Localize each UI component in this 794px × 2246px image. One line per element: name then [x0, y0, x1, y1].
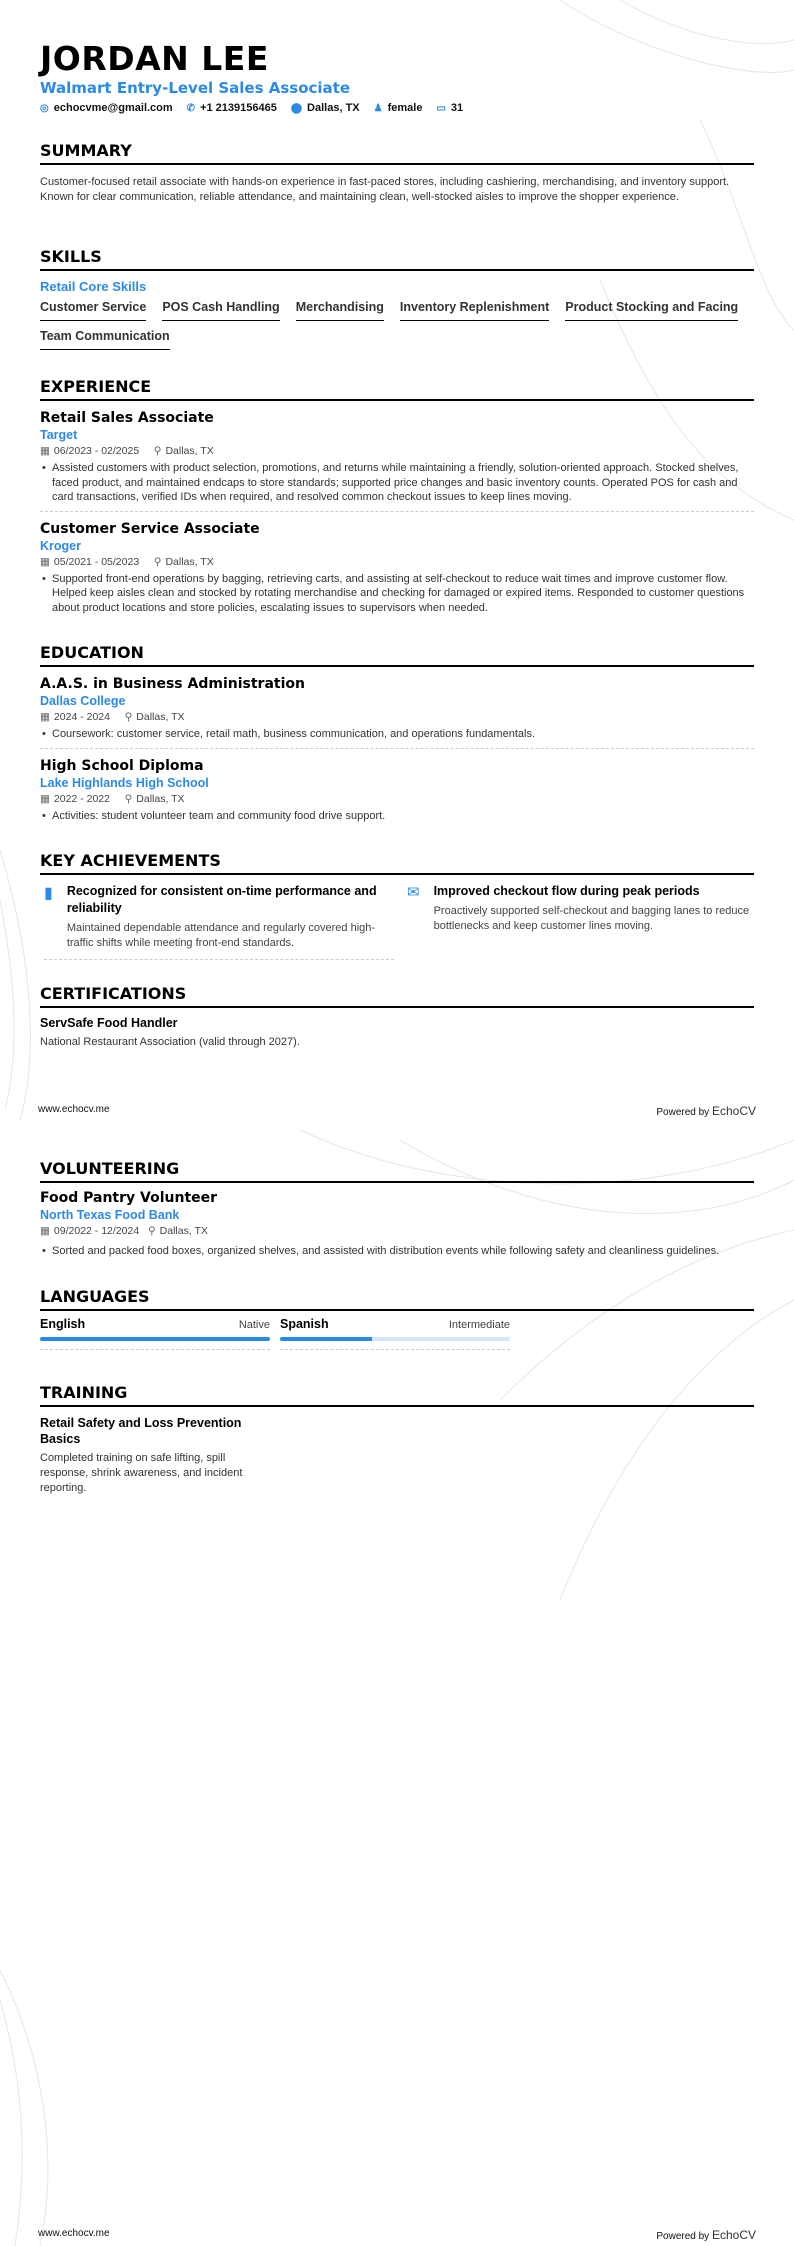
at-icon: ◎	[40, 103, 49, 114]
bullet-point: • Supported front-end operations by bagging, retrieving carts, and assisting at self-checkout to reduce wait times and improve customer flow. Helped keep aisles clean and stocked by rotating merchandise and checking for damaged or expired items. Responded to customer questions about product locations and store policies, escalating issues to supervisors when needed.	[40, 572, 754, 616]
candidate-name: JORDAN LEE	[40, 39, 269, 78]
bullet-point: • Sorted and packed food boxes, organized shelves, and assisted with distribution events while following safety and cleanliness guidelines.	[40, 1244, 754, 1259]
proficiency-bar	[280, 1337, 510, 1341]
achievement-item	[44, 883, 394, 960]
page-footer	[38, 2228, 756, 2242]
language-item: Spanish Intermediate	[280, 1317, 510, 1350]
location-icon: ⬤	[290, 103, 303, 114]
section-heading: EXPERIENCE	[40, 377, 754, 401]
education-section	[40, 643, 754, 823]
footer-site-link[interactable]: www.echocv.me	[38, 2228, 110, 2239]
resume-header	[40, 40, 754, 114]
location-icon: ⚲	[124, 792, 133, 805]
language-item: English Native	[40, 1317, 270, 1350]
languages-section	[40, 1287, 754, 1350]
calendar-icon: ▭	[436, 103, 446, 114]
footer-site-link[interactable]: www.echocv.me	[38, 1104, 110, 1115]
volunteering-section	[40, 1159, 754, 1259]
page-footer	[38, 1104, 756, 1118]
contact-location: ⬤ Dallas, TX	[290, 102, 360, 114]
contact-age: ▭ 31	[436, 102, 464, 114]
degree-title: A.A.S. in Business Administration	[40, 676, 305, 692]
section-heading: TRAINING	[40, 1383, 754, 1407]
contact-gender: ♟ female	[373, 102, 423, 114]
section-heading: KEY ACHIEVEMENTS	[40, 851, 754, 875]
achievements-section	[40, 851, 754, 875]
meta-row: ▦ 09/2022 - 12/2024 ⚲ Dallas, TX	[40, 1225, 208, 1237]
role-title: Food Pantry Volunteer	[40, 1190, 218, 1206]
skills-section	[40, 247, 754, 350]
brand-logo: EchoCV	[711, 1104, 756, 1118]
calendar-icon: ▦	[40, 792, 50, 805]
section-heading: LANGUAGES	[40, 1287, 754, 1311]
meta-row: ▦ 2024 - 2024 ⚲ Dallas, TX	[40, 711, 185, 723]
experience-item	[40, 520, 754, 616]
summary-section	[40, 141, 754, 204]
calendar-icon: ▦	[40, 445, 50, 457]
meta-row: ▦ 2022 - 2022 ⚲ Dallas, TX	[40, 792, 185, 805]
school-name: Lake Highlands High School	[40, 775, 209, 790]
brand-logo: EchoCV	[711, 2228, 756, 2242]
location-icon: ⚲	[153, 445, 162, 457]
phone-icon: ✆	[186, 103, 196, 114]
calendar-icon: ▦	[40, 555, 50, 568]
skills-list	[40, 300, 754, 350]
achievement-desc: Proactively supported self-checkout and bagging lanes to reduce bottlenecks and keep customer lines moving.	[433, 905, 750, 932]
job-title: Walmart Entry-Level Sales Associate	[40, 79, 351, 97]
bullet-point: • Activities: student volunteer team and community food drive support.	[40, 809, 754, 824]
certifications-section	[40, 984, 754, 1050]
certification-desc: National Restaurant Association (valid through 2027).	[40, 1036, 300, 1048]
calendar-icon: ▦	[40, 711, 50, 723]
skill-item: Product Stocking and Facing	[565, 300, 738, 321]
skill-item: Team Communication	[40, 329, 170, 350]
organization-name: North Texas Food Bank	[40, 1208, 180, 1222]
powered-by: Powered by EchoCV	[656, 2228, 756, 2242]
experience-section	[40, 377, 754, 615]
training-title: Retail Safety and Loss Prevention Basics	[40, 1416, 242, 1446]
certification-name: ServSafe Food Handler	[40, 1016, 178, 1030]
bullet-point: • Coursework: customer service, retail math, business communication, and operations fundamentals.	[40, 727, 754, 742]
achievement-title: Improved checkout flow during peak periods	[433, 884, 700, 898]
envelope-open-icon: ✉	[407, 884, 420, 901]
achievement-title: Recognized for consistent on-time performance and reliability	[66, 884, 377, 915]
achievement-item	[407, 883, 757, 934]
section-heading: CERTIFICATIONS	[40, 984, 754, 1008]
contact-row	[40, 102, 754, 114]
skill-item: Inventory Replenishment	[400, 300, 549, 321]
skill-item: Merchandising	[296, 300, 384, 321]
location-icon: ⚲	[153, 555, 162, 568]
section-heading: SUMMARY	[40, 141, 754, 165]
education-item	[40, 675, 754, 749]
role-title: Customer Service Associate	[40, 520, 260, 537]
location-icon: ⚲	[124, 711, 133, 723]
contact-email: ◎ echocvme@gmail.com	[40, 102, 173, 114]
bullet-point: • Assisted customers with product selection, promotions, and returns while maintaining a friendly, solution-oriented approach. Stocked shelves, faced product, and maintained endcaps to store standards; supported price changes and basic inventory counts. Operated POS for cash and card transactions, verified IDs when required, and resolved common checkout issues to keep lines moving.	[40, 461, 754, 505]
role-title: Retail Sales Associate	[40, 410, 214, 426]
skill-group-title: Retail Core Skills	[40, 279, 147, 294]
section-heading: SKILLS	[40, 247, 754, 271]
summary-text: Customer-focused retail associate with hands-on experience in fast-paced stores, including cashiering, merchandising, and inventory support. Known for clear communication, reliable attendance, and maintaining clean, well-stocked aisles to improve the shopper experience.	[40, 176, 730, 203]
contact-phone: ✆ +1 2139156465	[186, 102, 277, 114]
skill-item: Customer Service	[40, 300, 146, 321]
experience-item	[40, 409, 754, 512]
powered-by: Powered by EchoCV	[656, 1104, 756, 1118]
section-heading: EDUCATION	[40, 643, 754, 667]
meta-row: ▦ 05/2021 - 05/2023 ⚲ Dallas, TX	[40, 555, 214, 568]
meta-row: ▦ 06/2023 - 02/2025 ⚲ Dallas, TX	[40, 445, 214, 457]
file-icon: ▮	[44, 885, 53, 902]
company-name: Kroger	[40, 538, 81, 553]
education-item	[40, 757, 754, 824]
training-desc: Completed training on safe lifting, spill response, shrink awareness, and incident reporting.	[40, 1452, 243, 1494]
section-heading: VOLUNTEERING	[40, 1159, 754, 1183]
degree-title: High School Diploma	[40, 757, 204, 774]
skill-item: POS Cash Handling	[162, 300, 279, 321]
calendar-icon: ▦	[40, 1225, 50, 1237]
achievement-desc: Maintained dependable attendance and regularly covered high-traffic shifts while meeting front-end standards.	[66, 922, 376, 949]
proficiency-bar	[40, 1337, 270, 1341]
company-name: Target	[40, 428, 78, 442]
user-icon: ♟	[373, 103, 383, 114]
training-section	[40, 1383, 754, 1496]
school-name: Dallas College	[40, 694, 126, 708]
location-icon: ⚲	[147, 1225, 156, 1237]
